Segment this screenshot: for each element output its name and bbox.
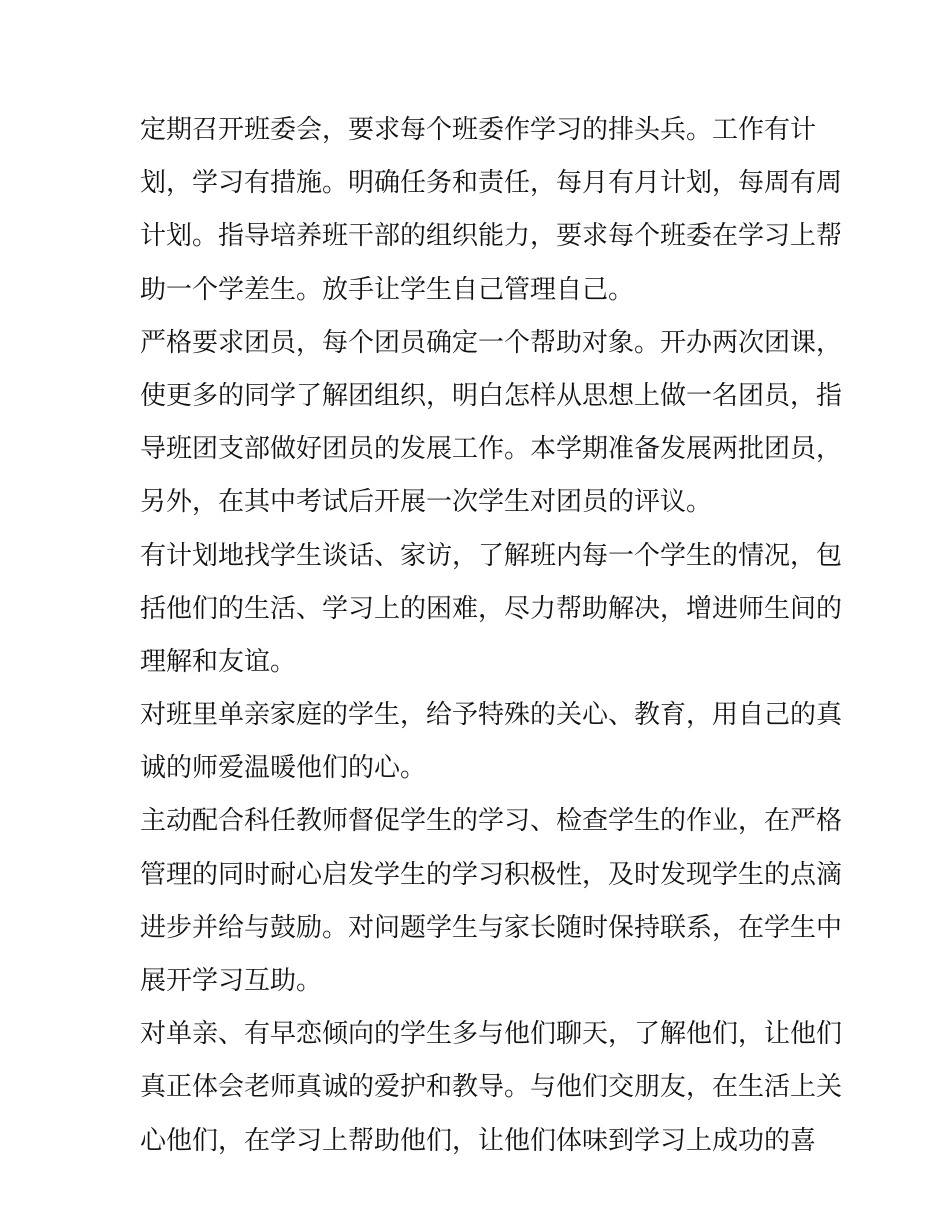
- text-line: 进步并给与鼓励。对问题学生与家长随时保持联系，在学生中: [140, 912, 843, 943]
- text-line: 对单亲、有早恋倾向的学生多与他们聊天，了解他们，让他们: [140, 1019, 843, 1050]
- text-line: 诚的师爱温暖他们的心。: [140, 753, 427, 784]
- text-line: 计划。指导培养班干部的组织能力，要求每个班委在学习上帮: [140, 221, 843, 252]
- document-body: [140, 104, 843, 1168]
- text-line: 另外，在其中考试后开展一次学生对团员的评议。: [140, 487, 713, 518]
- paragraph-single-parent: [140, 689, 843, 795]
- text-line: 展开学习互助。: [140, 966, 323, 996]
- text-line: 对班里单亲家庭的学生，给予特殊的关心、教育，用自己的真: [140, 700, 843, 731]
- text-line: 定期召开班委会，要求每个班委作学习的排头兵。工作有计: [140, 115, 817, 145]
- text-line: 导班团支部做好团员的发展工作。本学期准备发展两批团员，: [140, 434, 843, 465]
- text-line: 真正体会老师真诚的爱护和教导。与他们交朋友，在生活上关: [140, 1072, 843, 1103]
- text-line: 主动配合科任教师督促学生的学习、检查学生的作业，在严格: [140, 806, 843, 837]
- text-line: 括他们的生活、学习上的困难，尽力帮助解决，增进师生间的: [140, 593, 843, 624]
- text-line: 管理的同时耐心启发学生的学习积极性，及时发现学生的点滴: [140, 859, 843, 890]
- text-line: 助一个学差生。放手让学生自己管理自己。: [140, 274, 635, 305]
- paragraph-league-members: [140, 317, 843, 530]
- text-line: 理解和友谊。: [140, 646, 297, 677]
- paragraph-student-talks: [140, 530, 843, 690]
- paragraph-class-committee: [140, 104, 843, 317]
- text-line: 使更多的同学了解团组织，明白怎样从思想上做一名团员，指: [140, 380, 843, 411]
- text-line: 心他们，在学习上帮助他们，让他们体味到学习上成功的喜: [140, 1125, 817, 1156]
- paragraph-early-love: [140, 1008, 843, 1168]
- text-line: 有计划地找学生谈话、家访，了解班内每一个学生的情况，包: [140, 540, 843, 571]
- text-line: 严格要求团员，每个团员确定一个帮助对象。开办两次团课，: [140, 327, 843, 358]
- text-line: 划，学习有措施。明确任务和责任，每月有月计划，每周有周: [140, 168, 843, 199]
- paragraph-teacher-cooperation: [140, 795, 843, 1008]
